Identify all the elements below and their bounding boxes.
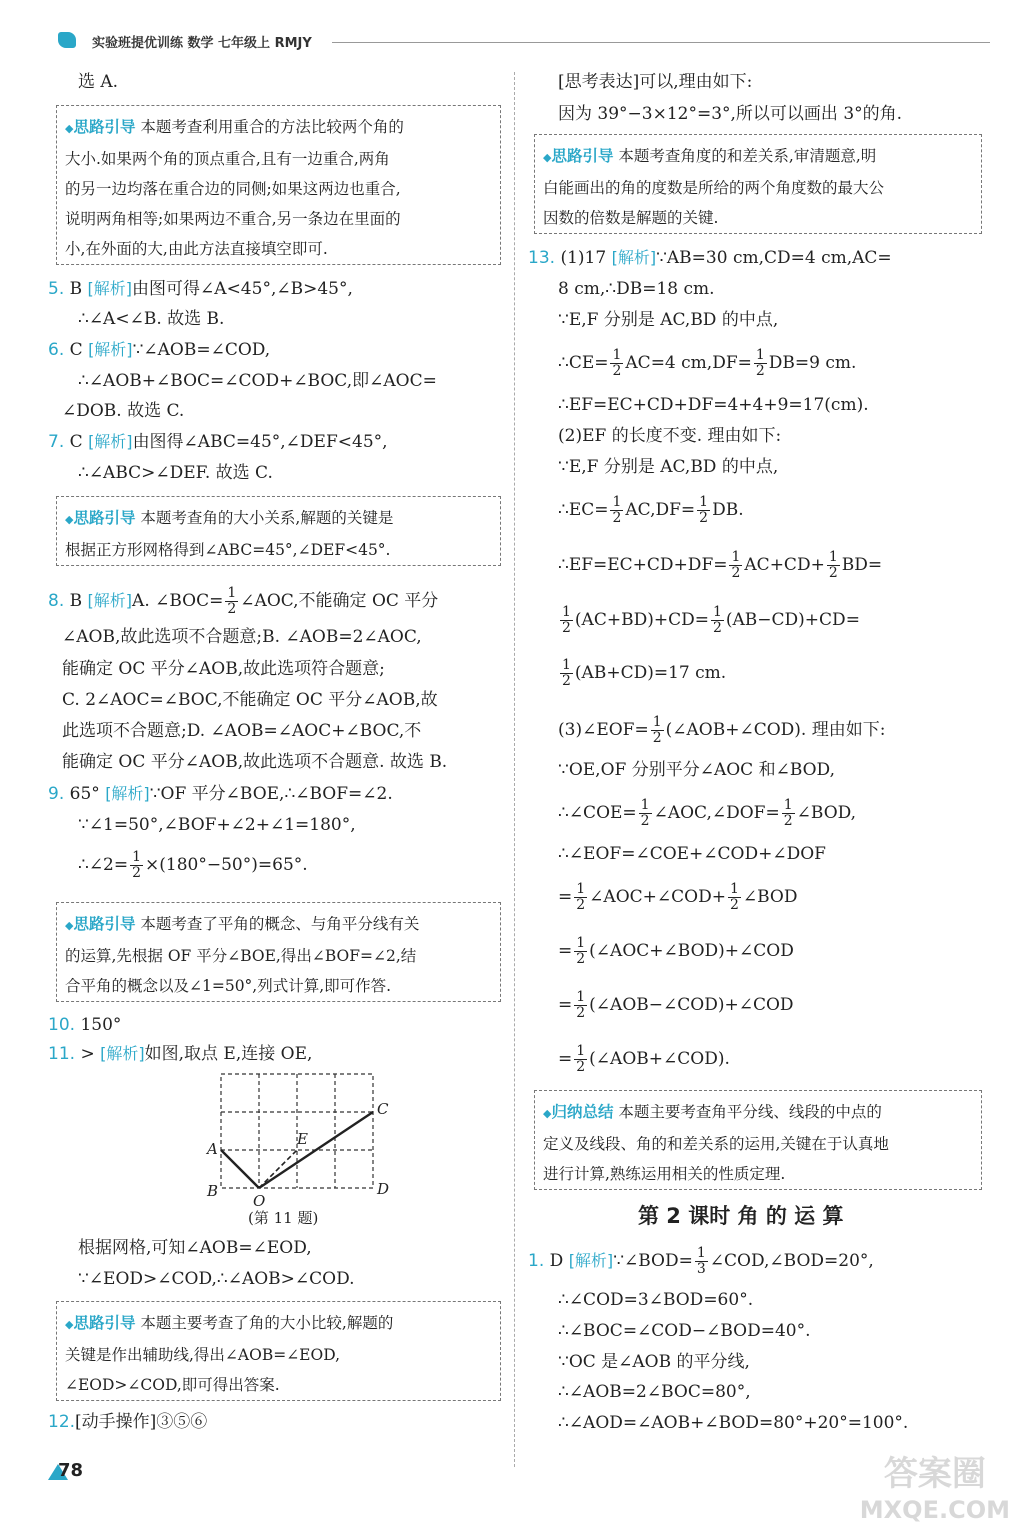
answer-line: 选 A. [78, 72, 119, 92]
question-9-line: ∴∠2= $\frac{1}{2}$ ×(180°−50°)=65°. [78, 849, 308, 881]
q13-line: = $\frac{1}{2}$ (∠AOB+∠COD). [558, 1043, 730, 1075]
q13-line: ∴∠COE= $\frac{1}{2}$ ∠AOC,∠DOF= $\frac{1}{2}$ ∠BOD, [558, 797, 857, 829]
question-6: 6. C [解析]∵∠AOB=∠COD, [48, 340, 271, 360]
label-B: B [207, 1182, 219, 1200]
answer-line: 因为 39°−3×12°=3°,所以可以画出 3°的角. [558, 104, 903, 124]
column-divider [514, 72, 515, 1467]
question-7-line: ∴∠ABC>∠DEF. 故选 C. [78, 463, 273, 483]
label-E: E [297, 1130, 308, 1148]
q13-line: ∵OE,OF 分别平分∠AOC 和∠BOD, [558, 760, 835, 780]
s1-line: ∴∠AOD=∠AOB+∠BOD=80°+20°=100°. [558, 1413, 909, 1433]
question-13: 13. (1)17 [解析]∵AB=30 cm,CD=4 cm,AC= [528, 248, 892, 268]
question-10: 10. 150° [48, 1015, 122, 1035]
question-8-line: 此选项不合题意;D. ∠AOB=∠AOC+∠BOC,不 [62, 721, 422, 741]
page-number: 78 [58, 1460, 84, 1481]
page-header [40, 30, 990, 54]
s-question-1: 1. D [解析]∵∠BOD= $\frac{1}{3}$ ∠COD,∠BOD=20°, [528, 1245, 874, 1277]
question-8-line: C. 2∠AOC=∠BOC,不能确定 OC 平分∠AOB,故 [62, 690, 438, 710]
question-5: 5. B [解析]由图可得∠A<45°,∠B>45°, [48, 279, 353, 299]
hint-text: 小,在外面的大,由此方法直接填空即可. [65, 240, 328, 258]
label-D: D [377, 1180, 390, 1198]
hint-text: 说明两角相等;如果两边不重合,另一条边在里面的 [65, 210, 401, 228]
hint-box: ◆ 思路引导 本题考查了平角的概念、与角平分线有关 的运算,先根据 OF 平分∠BOE,得出∠BOF=∠2,结 合平角的概念以及∠1=50°,列式计算,即可作答. [56, 902, 501, 1002]
q13-line: ∴CE= $\frac{1}{2}$ AC=4 cm,DF= $\frac{1}{2}$ DB=9 cm. [558, 347, 857, 379]
q13-line: ∵E,F 分别是 AC,BD 的中点, [558, 310, 779, 330]
page-number-badge [48, 1456, 88, 1488]
question-11: 11. > [解析]如图,取点 E,连接 OE, [48, 1044, 313, 1064]
q13-line: = $\frac{1}{2}$ (∠AOB−∠COD)+∠COD [558, 989, 794, 1021]
question-9: 9. 65° [解析]∵OF 平分∠BOE,∴∠BOF=∠2. [48, 784, 393, 804]
label-O: O [253, 1192, 266, 1210]
q13-line: ∴EF=EC+CD+DF= $\frac{1}{2}$ AC+CD+ $\frac{1}{2}$ BD= [558, 549, 883, 581]
s1-line: ∵OC 是∠AOB 的平分线, [558, 1352, 750, 1372]
hint-text: 大小.如果两个角的顶点重合,且有一边重合,两角 [65, 150, 390, 168]
q13-line: (2)EF 的长度不变. 理由如下: [558, 426, 782, 446]
header-rule [332, 42, 990, 43]
label-A: A [207, 1140, 218, 1158]
section-title: 第 2 课时 角 的 运 算 [638, 1204, 844, 1228]
question-8-line: 能确定 OC 平分∠AOB,故此选项符合题意; [62, 659, 385, 679]
grid-figure [203, 1070, 403, 1220]
book-logo-icon [58, 32, 76, 48]
q13-line: $\frac{1}{2}$ (AB+CD)=17 cm. [562, 657, 727, 689]
question-8: 8. B [解析]A. ∠BOC= $\frac{1}{2}$ ∠AOC,不能确定 OC 平分 [48, 585, 439, 617]
label-C: C [377, 1100, 389, 1118]
hint-text: 本题考查利用重合的方法比较两个角的 [140, 118, 404, 136]
header-title: 实验班提优训练 数学 七年级上 RMJY [92, 36, 312, 51]
question-8-line: 能确定 OC 平分∠AOB,故此选项不合题意. 故选 B. [62, 752, 448, 772]
hint-box: ◆ 思路引导 本题主要考查了角的大小比较,解题的 关键是作出辅助线,得出∠AOB=∠EOD, ∠EOD>∠COD,即可得出答案. [56, 1301, 501, 1401]
question-6-line: ∠DOB. 故选 C. [62, 401, 185, 421]
question-11-line: 根据网格,可知∠AOB=∠EOD, [78, 1238, 312, 1258]
question-11-line: ∵∠EOD>∠COD,∴∠AOB>∠COD. [78, 1269, 355, 1289]
q13-line: = $\frac{1}{2}$ ∠AOC+∠COD+ $\frac{1}{2}$ ∠BOD [558, 881, 798, 913]
hint-box [56, 105, 501, 265]
watermark: 答案圈 MXQE.COM [859, 1454, 1010, 1524]
q13-line: ∴EC= $\frac{1}{2}$ AC,DF= $\frac{1}{2}$ DB. [558, 494, 744, 526]
question-8-line: ∠AOB,故此选项不合题意;B. ∠AOB=2∠AOC, [62, 627, 422, 647]
hint-box: ◆ 思路引导 本题考查角的大小关系,解题的关键是 根据正方形网格得到∠ABC=45°,∠DEF<45°. [56, 496, 501, 566]
summary-box: ◆ 归纳总结 本题主要考查角平分线、线段的中点的 定义及线段、角的和差关系的运用,关键在于认真地 进行计算,熟练运用相关的性质定理. [534, 1090, 982, 1190]
question-12: 12.[动手操作]③⑤⑥ [48, 1412, 208, 1432]
q13-line: = $\frac{1}{2}$ (∠AOC+∠BOD)+∠COD [558, 935, 794, 967]
question-5-line: ∴∠A<∠B. 故选 B. [78, 309, 225, 329]
s1-line: ∴∠AOB=2∠BOC=80°, [558, 1382, 751, 1402]
q13-line: 8 cm,∴DB=18 cm. [558, 279, 715, 299]
hint-label: ◆ 思路引导 [65, 118, 135, 136]
question-7: 7. C [解析]由图得∠ABC=45°,∠DEF<45°, [48, 432, 388, 452]
answer-line: [思考表达]可以,理由如下: [558, 72, 753, 92]
q13-line: $\frac{1}{2}$ (AC+BD)+CD= $\frac{1}{2}$ (AB−CD)+CD= [562, 604, 860, 636]
question-9-line: ∵∠1=50°,∠BOF+∠2+∠1=180°, [78, 815, 356, 835]
s1-line: ∴∠BOC=∠COD−∠BOD=40°. [558, 1321, 811, 1341]
q13-line: ∴∠EOF=∠COE+∠COD+∠DOF [558, 844, 826, 864]
q13-line: (3)∠EOF= $\frac{1}{2}$ (∠AOB+∠COD). 理由如下: [558, 714, 886, 746]
hint-text: 的另一边均落在重合边的同侧;如果这两边也重合, [65, 180, 401, 198]
question-6-line: ∴∠AOB+∠BOC=∠COD+∠BOC,即∠AOC= [78, 371, 437, 391]
q13-line: ∴EF=EC+CD+DF=4+4+9=17(cm). [558, 395, 869, 415]
q13-line: ∵E,F 分别是 AC,BD 的中点, [558, 457, 779, 477]
s1-line: ∴∠COD=3∠BOD=60°. [558, 1290, 754, 1310]
hint-box: ◆ 思路引导 本题考查角度的和差关系,审清题意,明 白能画出的角的度数是所给的两个角度数的最大公 因数的倍数是解题的关键. [534, 134, 982, 234]
figure-caption: (第 11 题) [248, 1209, 319, 1227]
